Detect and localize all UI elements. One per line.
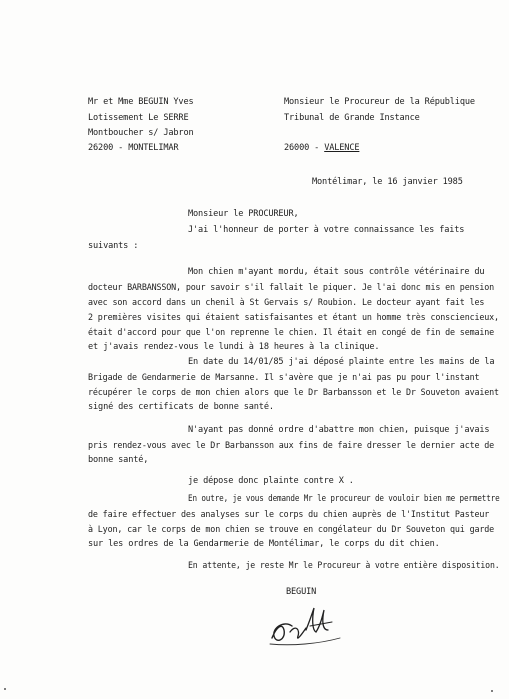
para2-line-1: En date du 14/01/85 j'ai déposé plainte entre les mains de la	[188, 357, 495, 367]
signature-name: BEGUIN	[286, 587, 317, 597]
para1-line-1: Mon chien m'ayant mordu, était sous contrôle vétérinaire du	[188, 267, 485, 277]
recipient-address	[284, 143, 359, 153]
para4-line: je dépose donc plainte contre X .	[188, 476, 354, 486]
sender-city: 26200 - MONTELIMAR	[88, 143, 179, 153]
recipient-postcode: 26000 -	[284, 143, 325, 153]
para3-line-3: bonne santé,	[88, 455, 149, 465]
para1-line-2: docteur BARBANSSON, pour savoir s'il fallait le piquer. Je l'ai donc mis en pension	[88, 282, 495, 292]
para1-line-6: et j'avais rendez-vous le lundi à 18 heures à la clinique.	[88, 342, 380, 352]
scan-speck	[491, 690, 493, 692]
recipient-court: Tribunal de Grande Instance	[284, 113, 420, 123]
intro-line-1: J'ai l'honneur de porter à votre connaissance les faits	[188, 225, 465, 235]
sender-address-line-2: Montboucher s/ Jabron	[88, 128, 194, 138]
para2-line-4: signé des certificats de bonne santé.	[88, 402, 274, 412]
salutation: Monsieur le PROCUREUR,	[188, 209, 299, 219]
para5-line-3: à Lyon, car le corps de mon chien se trouve en congélateur du Dr Souveton qui garde	[88, 524, 495, 534]
sender-name: Mr et Mme BEGUIN Yves	[88, 97, 194, 107]
para1-line-3: avec son accord dans un chenil à St Gervais s/ Roubion. Le docteur ayant fait les	[88, 297, 485, 307]
recipient-title: Monsieur le Procureur de la République	[284, 97, 475, 107]
recipient-city: VALENCE	[324, 143, 360, 153]
para2-line-2: Brigade de Gendarmerie de Marsanne. Il s'avère que je n'ai pas pu pour l'instant	[88, 372, 480, 382]
para5-line-4: sur les ordres de la Gendarmerie de Montélimar, le corps du dit chien.	[88, 539, 440, 549]
para1-line-5: était d'accord pour que l'on reprenne le chien. Il était en congé de fin de semaine	[88, 327, 495, 337]
scan-speck	[4, 688, 6, 690]
sender-address-line-1: Lotissement Le SERRE	[88, 113, 189, 123]
intro-line-2: suivants :	[88, 241, 139, 251]
para3-line-1: N'ayant pas donné ordre d'abattre mon chien, puisque j'avais	[188, 425, 490, 435]
handwritten-signature	[262, 600, 352, 650]
closing-line: En attente, je reste Mr le Procureur à votre entière disposition.	[188, 561, 500, 571]
para2-line-3: récupérer le corps de mon chien alors que le Dr Barbansson et le Dr Souveton avaient	[88, 387, 499, 397]
para1-line-4: 2 premières visites qui étaient satisfaisantes et étant un homme très consciencieux,	[88, 312, 499, 322]
para3-line-2: pris rendez-vous avec le Dr Barbansson aux fins de faire dresser le dernier acte de	[88, 440, 495, 450]
date-line: Montélimar, le 16 janvier 1985	[312, 177, 463, 187]
para5-line-2: de faire effectuer des analyses sur le corps du chien auprès de l'Institut Pasteur	[88, 509, 490, 519]
para5-line-1: En outre, je vous demande Mr le procureur de vouloir bien me permettre	[188, 494, 500, 504]
